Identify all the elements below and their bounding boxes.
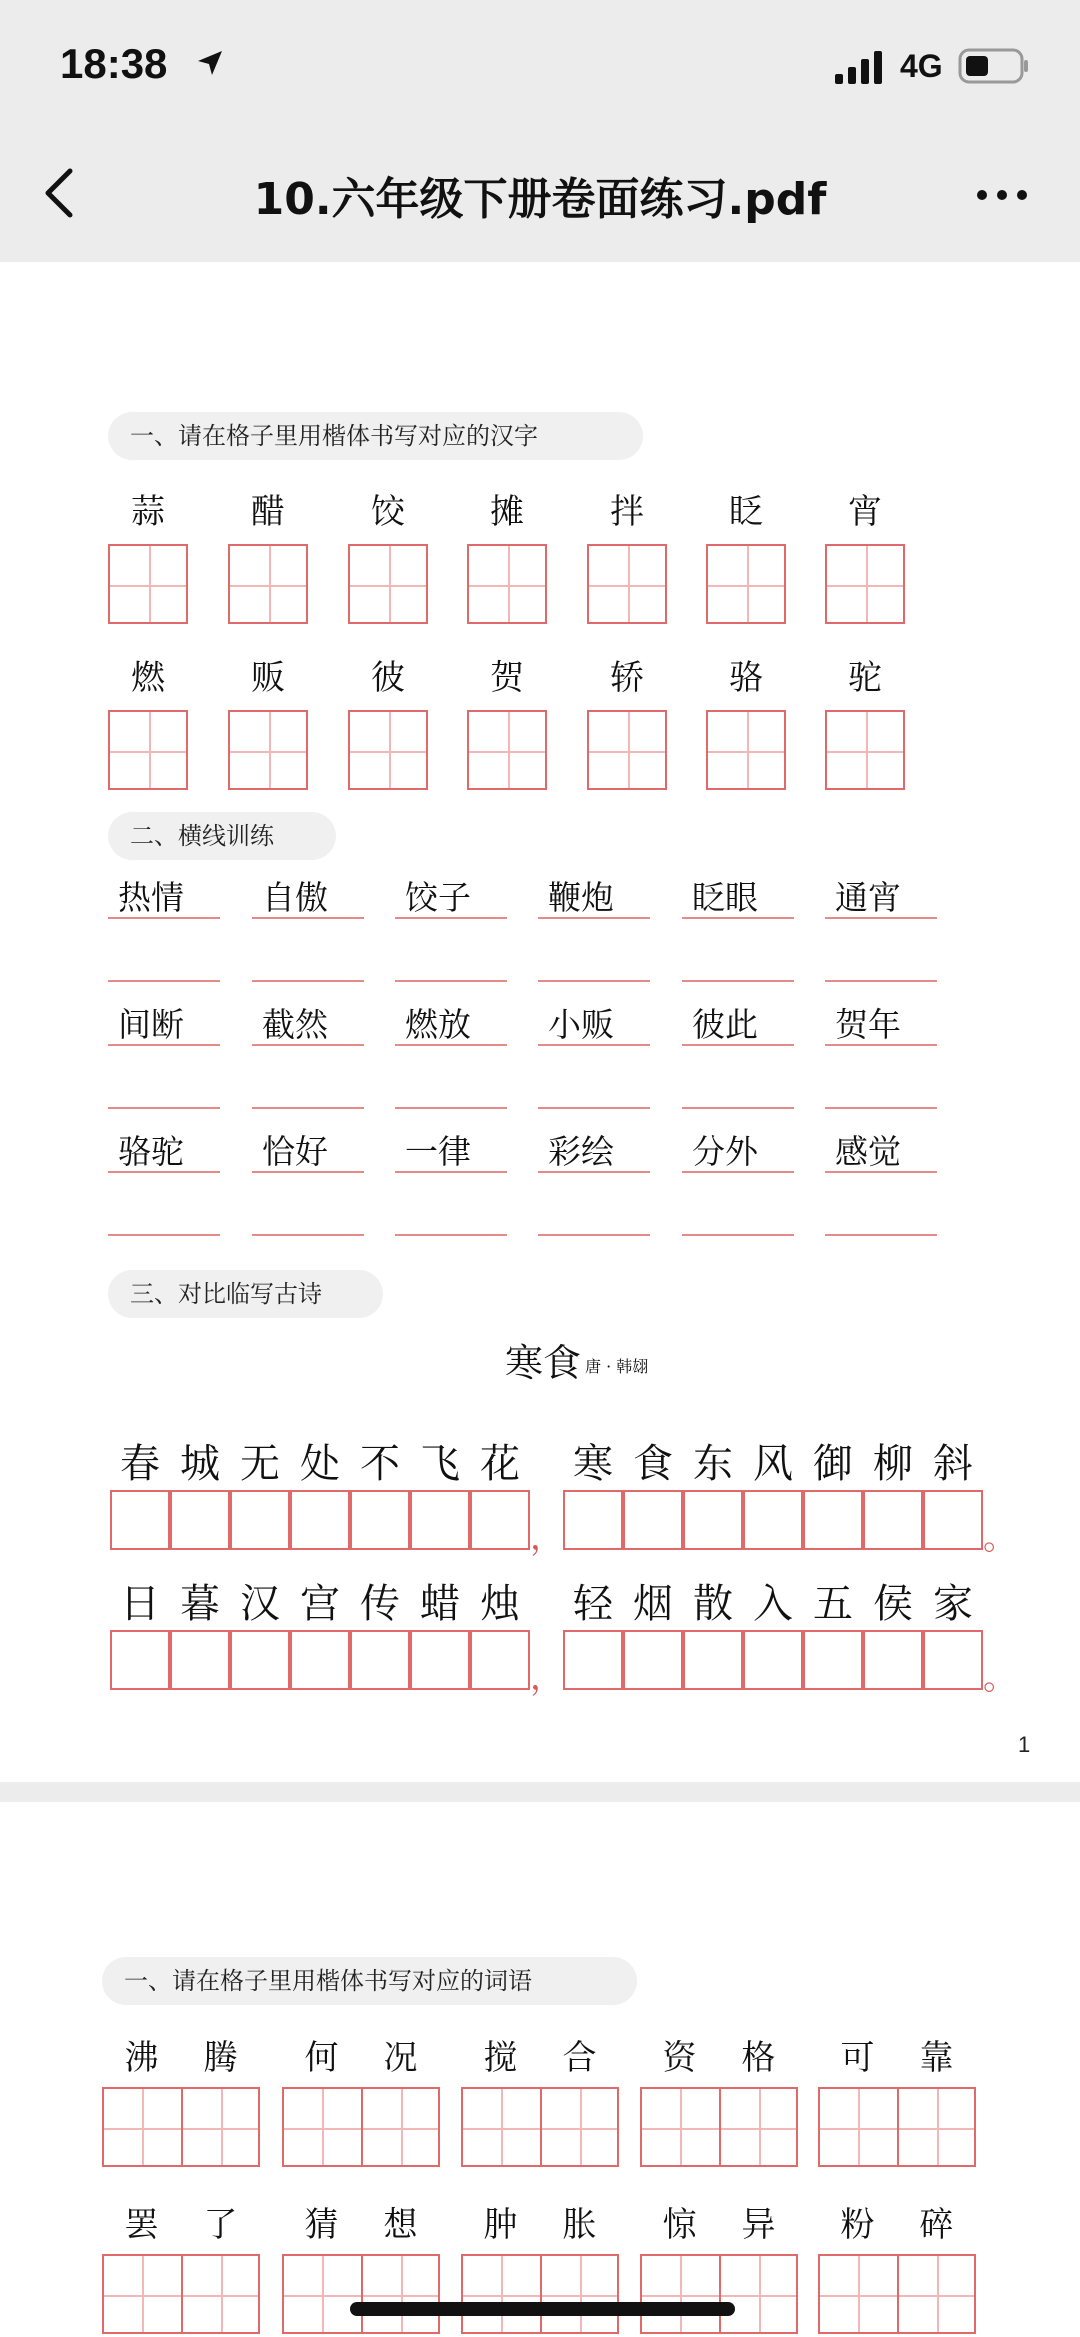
writing-box xyxy=(110,1630,170,1690)
poem-char: 无 xyxy=(240,1441,280,1487)
blank-line xyxy=(825,980,937,982)
writing-box xyxy=(623,1630,683,1690)
word-label xyxy=(818,2030,976,2079)
poem-char: 汉 xyxy=(240,1581,280,1627)
blank-line xyxy=(252,1107,364,1109)
writing-box xyxy=(863,1490,923,1550)
guide-line xyxy=(682,1171,794,1173)
practice-word: 彼此 xyxy=(692,1005,758,1044)
guide-line xyxy=(682,1044,794,1046)
writing-box xyxy=(683,1490,743,1550)
writing-box xyxy=(230,1490,290,1550)
poem-char: 寒 xyxy=(573,1441,613,1487)
section-title: 一、请在格子里用楷体书写对应的汉字 xyxy=(108,412,643,460)
poem-char: 五 xyxy=(813,1581,853,1627)
poem-char: 柳 xyxy=(873,1441,913,1487)
practice-word: 贺年 xyxy=(835,1005,901,1044)
section-title: 二、横线训练 xyxy=(108,812,336,860)
tian-grid-box xyxy=(825,710,905,790)
practice-word: 骆驼 xyxy=(118,1132,184,1171)
comma: ， xyxy=(530,1658,564,1698)
page-number: 1 xyxy=(1018,1732,1031,1757)
tian-grid-box xyxy=(587,544,667,624)
writing-box xyxy=(470,1490,530,1550)
signal-icon xyxy=(835,50,885,86)
practice-word: 鞭炮 xyxy=(548,878,614,917)
blank-line xyxy=(108,1107,220,1109)
poem-char: 春 xyxy=(120,1441,160,1487)
writing-box xyxy=(683,1630,743,1690)
tian-grid-box xyxy=(348,544,428,624)
guide-line xyxy=(252,1044,364,1046)
poem-char: 日 xyxy=(120,1581,160,1627)
status-time: 18:38 xyxy=(60,40,168,87)
tian-grid-box xyxy=(108,710,188,790)
word-char: 肿 xyxy=(483,2205,518,2245)
tian-grid-box xyxy=(706,544,786,624)
guide-line xyxy=(395,1171,507,1173)
practice-word: 感觉 xyxy=(835,1132,901,1171)
word-char: 异 xyxy=(741,2205,776,2245)
poem-char: 侯 xyxy=(873,1581,913,1627)
poem-char: 宫 xyxy=(300,1581,340,1627)
word-char: 想 xyxy=(383,2205,418,2245)
char-label: 骆 xyxy=(729,658,763,698)
word-label xyxy=(102,2197,260,2246)
word-char: 沸 xyxy=(124,2038,159,2078)
tian-grid-box xyxy=(282,2254,440,2334)
word-label xyxy=(102,2030,260,2079)
tian-grid-box xyxy=(706,710,786,790)
practice-word: 截然 xyxy=(262,1005,328,1044)
blank-line xyxy=(682,1234,794,1236)
guide-line xyxy=(682,917,794,919)
section-title: 三、对比临写古诗 xyxy=(108,1270,383,1318)
guide-line xyxy=(395,917,507,919)
char-label: 贩 xyxy=(251,658,285,698)
practice-word: 彩绘 xyxy=(548,1132,614,1171)
writing-box xyxy=(350,1490,410,1550)
guide-line xyxy=(395,1044,507,1046)
poem-char: 轻 xyxy=(573,1581,613,1627)
word-char: 碎 xyxy=(919,2205,954,2245)
tian-grid-box xyxy=(640,2087,798,2167)
home-indicator[interactable] xyxy=(350,2302,735,2316)
practice-word: 眨眼 xyxy=(692,878,758,917)
poem-title: 寒食 xyxy=(505,1341,582,1385)
poem-char: 暮 xyxy=(180,1581,220,1627)
word-char: 可 xyxy=(840,2038,875,2078)
practice-word: 小贩 xyxy=(548,1005,614,1044)
blank-line xyxy=(252,1234,364,1236)
word-label xyxy=(640,2197,798,2246)
blank-line xyxy=(538,1234,650,1236)
word-label xyxy=(282,2030,440,2079)
writing-box xyxy=(410,1490,470,1550)
blank-line xyxy=(395,980,507,982)
char-label: 醋 xyxy=(251,492,285,532)
practice-word: 燃放 xyxy=(405,1005,471,1044)
blank-line xyxy=(252,980,364,982)
pdf-page-1 xyxy=(0,262,1080,1782)
writing-box xyxy=(170,1490,230,1550)
writing-box xyxy=(563,1630,623,1690)
writing-box xyxy=(743,1490,803,1550)
poem-char: 斜 xyxy=(933,1441,973,1487)
guide-line xyxy=(538,1171,650,1173)
word-char: 格 xyxy=(741,2038,776,2078)
blank-line xyxy=(395,1234,507,1236)
writing-box xyxy=(623,1490,683,1550)
poem-char: 飞 xyxy=(420,1441,460,1487)
more-options-icon[interactable] xyxy=(972,175,1032,215)
poem-char: 入 xyxy=(753,1581,793,1627)
word-char: 合 xyxy=(562,2038,597,2078)
writing-box xyxy=(743,1630,803,1690)
char-label: 眨 xyxy=(729,492,763,532)
tian-grid-box xyxy=(461,2087,619,2167)
tian-grid-box xyxy=(825,544,905,624)
poem-char: 传 xyxy=(360,1581,400,1627)
guide-line xyxy=(538,1044,650,1046)
word-char: 何 xyxy=(304,2038,339,2078)
tian-grid-box xyxy=(587,710,667,790)
tian-grid-box xyxy=(640,2254,798,2334)
char-label: 贺 xyxy=(490,658,524,698)
guide-line xyxy=(538,917,650,919)
practice-word: 间断 xyxy=(118,1005,184,1044)
tian-grid-box xyxy=(108,544,188,624)
poem-char: 家 xyxy=(933,1581,973,1627)
practice-word: 饺子 xyxy=(405,878,471,917)
guide-line xyxy=(825,1044,937,1046)
word-char: 况 xyxy=(383,2038,418,2078)
writing-box xyxy=(410,1630,470,1690)
practice-word: 自傲 xyxy=(262,878,328,917)
blank-line xyxy=(825,1234,937,1236)
char-label: 燃 xyxy=(131,658,165,698)
writing-box xyxy=(803,1490,863,1550)
char-label: 饺 xyxy=(371,492,405,532)
tian-grid-box xyxy=(461,2254,619,2334)
char-label: 驼 xyxy=(848,658,882,698)
word-label xyxy=(818,2197,976,2246)
guide-line xyxy=(108,917,220,919)
word-char: 搅 xyxy=(483,2038,518,2078)
poem-char: 处 xyxy=(300,1441,340,1487)
tian-grid-box xyxy=(467,710,547,790)
blank-line xyxy=(825,1107,937,1109)
battery-icon xyxy=(958,48,1030,84)
word-char: 罢 xyxy=(124,2205,159,2245)
poem-char: 烛 xyxy=(480,1581,520,1627)
writing-box xyxy=(563,1490,623,1550)
guide-line xyxy=(252,1171,364,1173)
tian-grid-box xyxy=(818,2087,976,2167)
blank-line xyxy=(538,1107,650,1109)
document-title: 10.六年级下册卷面练习.pdf xyxy=(253,174,827,225)
location-arrow-icon xyxy=(195,48,225,78)
blank-line xyxy=(108,1234,220,1236)
word-label xyxy=(461,2197,619,2246)
tian-grid-box xyxy=(348,710,428,790)
guide-line xyxy=(825,917,937,919)
word-char: 资 xyxy=(662,2038,697,2078)
word-label xyxy=(282,2197,440,2246)
guide-line xyxy=(252,917,364,919)
practice-word: 分外 xyxy=(692,1132,758,1171)
writing-box xyxy=(470,1630,530,1690)
practice-word: 热情 xyxy=(118,878,184,917)
writing-box xyxy=(170,1630,230,1690)
pdf-page-2 xyxy=(0,1802,1080,2337)
word-label xyxy=(640,2030,798,2079)
writing-box xyxy=(863,1630,923,1690)
blank-line xyxy=(108,980,220,982)
char-label: 拌 xyxy=(610,492,644,532)
practice-word: 通宵 xyxy=(835,878,901,917)
word-char: 粉 xyxy=(840,2205,875,2245)
writing-box xyxy=(110,1490,170,1550)
writing-box xyxy=(290,1490,350,1550)
poem-char: 不 xyxy=(360,1441,400,1487)
tian-grid-box xyxy=(102,2087,260,2167)
word-char: 胀 xyxy=(562,2205,597,2245)
poem-char: 蜡 xyxy=(420,1581,460,1627)
status-bar xyxy=(0,0,1080,135)
poem-char: 烟 xyxy=(633,1581,673,1627)
char-label: 摊 xyxy=(490,492,524,532)
comma: ， xyxy=(530,1518,564,1558)
word-label xyxy=(461,2030,619,2079)
tian-grid-box xyxy=(228,710,308,790)
poem-char: 御 xyxy=(813,1441,853,1487)
practice-word: 一律 xyxy=(405,1132,471,1171)
poem-char: 花 xyxy=(480,1441,520,1487)
char-label: 宵 xyxy=(848,492,882,532)
char-label: 蒜 xyxy=(131,492,165,532)
tian-grid-box xyxy=(102,2254,260,2334)
writing-box xyxy=(923,1490,983,1550)
tian-grid-box xyxy=(467,544,547,624)
writing-box xyxy=(803,1630,863,1690)
word-char: 腾 xyxy=(203,2038,238,2078)
poem-char: 风 xyxy=(753,1441,793,1487)
poem-char: 食 xyxy=(633,1441,673,1487)
guide-line xyxy=(825,1171,937,1173)
network-type: 4G xyxy=(900,48,943,84)
writing-box xyxy=(923,1630,983,1690)
guide-line xyxy=(108,1171,220,1173)
blank-line xyxy=(682,980,794,982)
writing-box xyxy=(230,1630,290,1690)
tian-grid-box xyxy=(228,544,308,624)
tian-grid-box xyxy=(282,2087,440,2167)
practice-word: 恰好 xyxy=(262,1132,328,1171)
poem-author: 唐 · 韩翃 xyxy=(585,1357,649,1376)
writing-box xyxy=(290,1630,350,1690)
period: 。 xyxy=(983,1658,1017,1698)
char-label: 彼 xyxy=(371,658,405,698)
tian-grid-box xyxy=(818,2254,976,2334)
period: 。 xyxy=(983,1518,1017,1558)
nav-bar xyxy=(0,135,1080,260)
word-char: 了 xyxy=(203,2205,238,2245)
poem-char: 东 xyxy=(693,1441,733,1487)
poem-char: 散 xyxy=(693,1581,733,1627)
blank-line xyxy=(538,980,650,982)
blank-line xyxy=(682,1107,794,1109)
poem-char: 城 xyxy=(180,1441,220,1487)
char-label: 轿 xyxy=(610,658,644,698)
word-char: 猜 xyxy=(304,2205,339,2245)
blank-line xyxy=(395,1107,507,1109)
guide-line xyxy=(108,1044,220,1046)
word-char: 靠 xyxy=(919,2038,954,2078)
section-title: 一、请在格子里用楷体书写对应的词语 xyxy=(102,1957,637,2005)
word-char: 惊 xyxy=(662,2205,697,2245)
writing-box xyxy=(350,1630,410,1690)
